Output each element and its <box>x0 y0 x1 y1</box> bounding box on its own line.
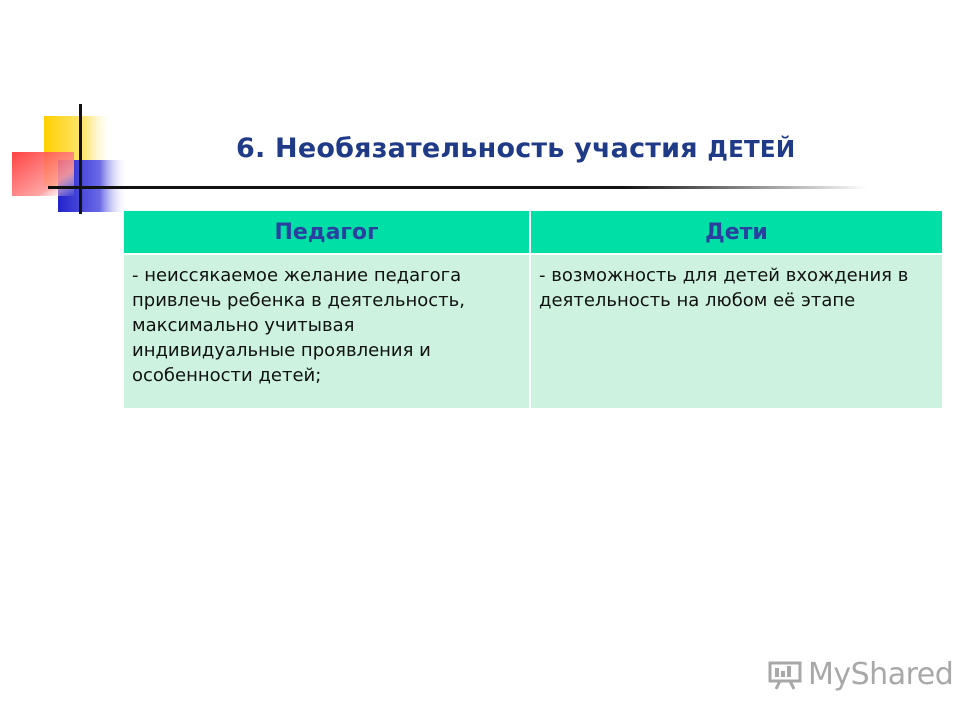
slide-title-main: 6. Необязательность участия <box>236 133 698 164</box>
title-underline <box>48 186 868 189</box>
watermark-text: MyShared <box>808 657 954 692</box>
column-header-children: Дети <box>530 211 942 254</box>
watermark <box>768 657 953 692</box>
column-header-teacher: Педагог <box>124 211 530 254</box>
red-square <box>12 152 74 196</box>
table-row <box>124 254 942 408</box>
table-header-row <box>124 211 942 254</box>
comparison-table <box>124 211 942 408</box>
decorative-squares <box>0 0 140 230</box>
presentation-board-icon <box>768 660 802 690</box>
slide-title-tail: ДЕТЕЙ <box>707 137 796 163</box>
table-cell-children: - возможность для детей вхождения в деятельность на любом её этапе <box>530 254 942 408</box>
slide-title <box>236 133 795 164</box>
vertical-rule <box>79 104 82 214</box>
table-cell-teacher: - неиссякаемое желание педагога привлечь ребенка в деятельность, максимально учитывая индивидуальные проявления и особенности детей; <box>124 254 530 408</box>
